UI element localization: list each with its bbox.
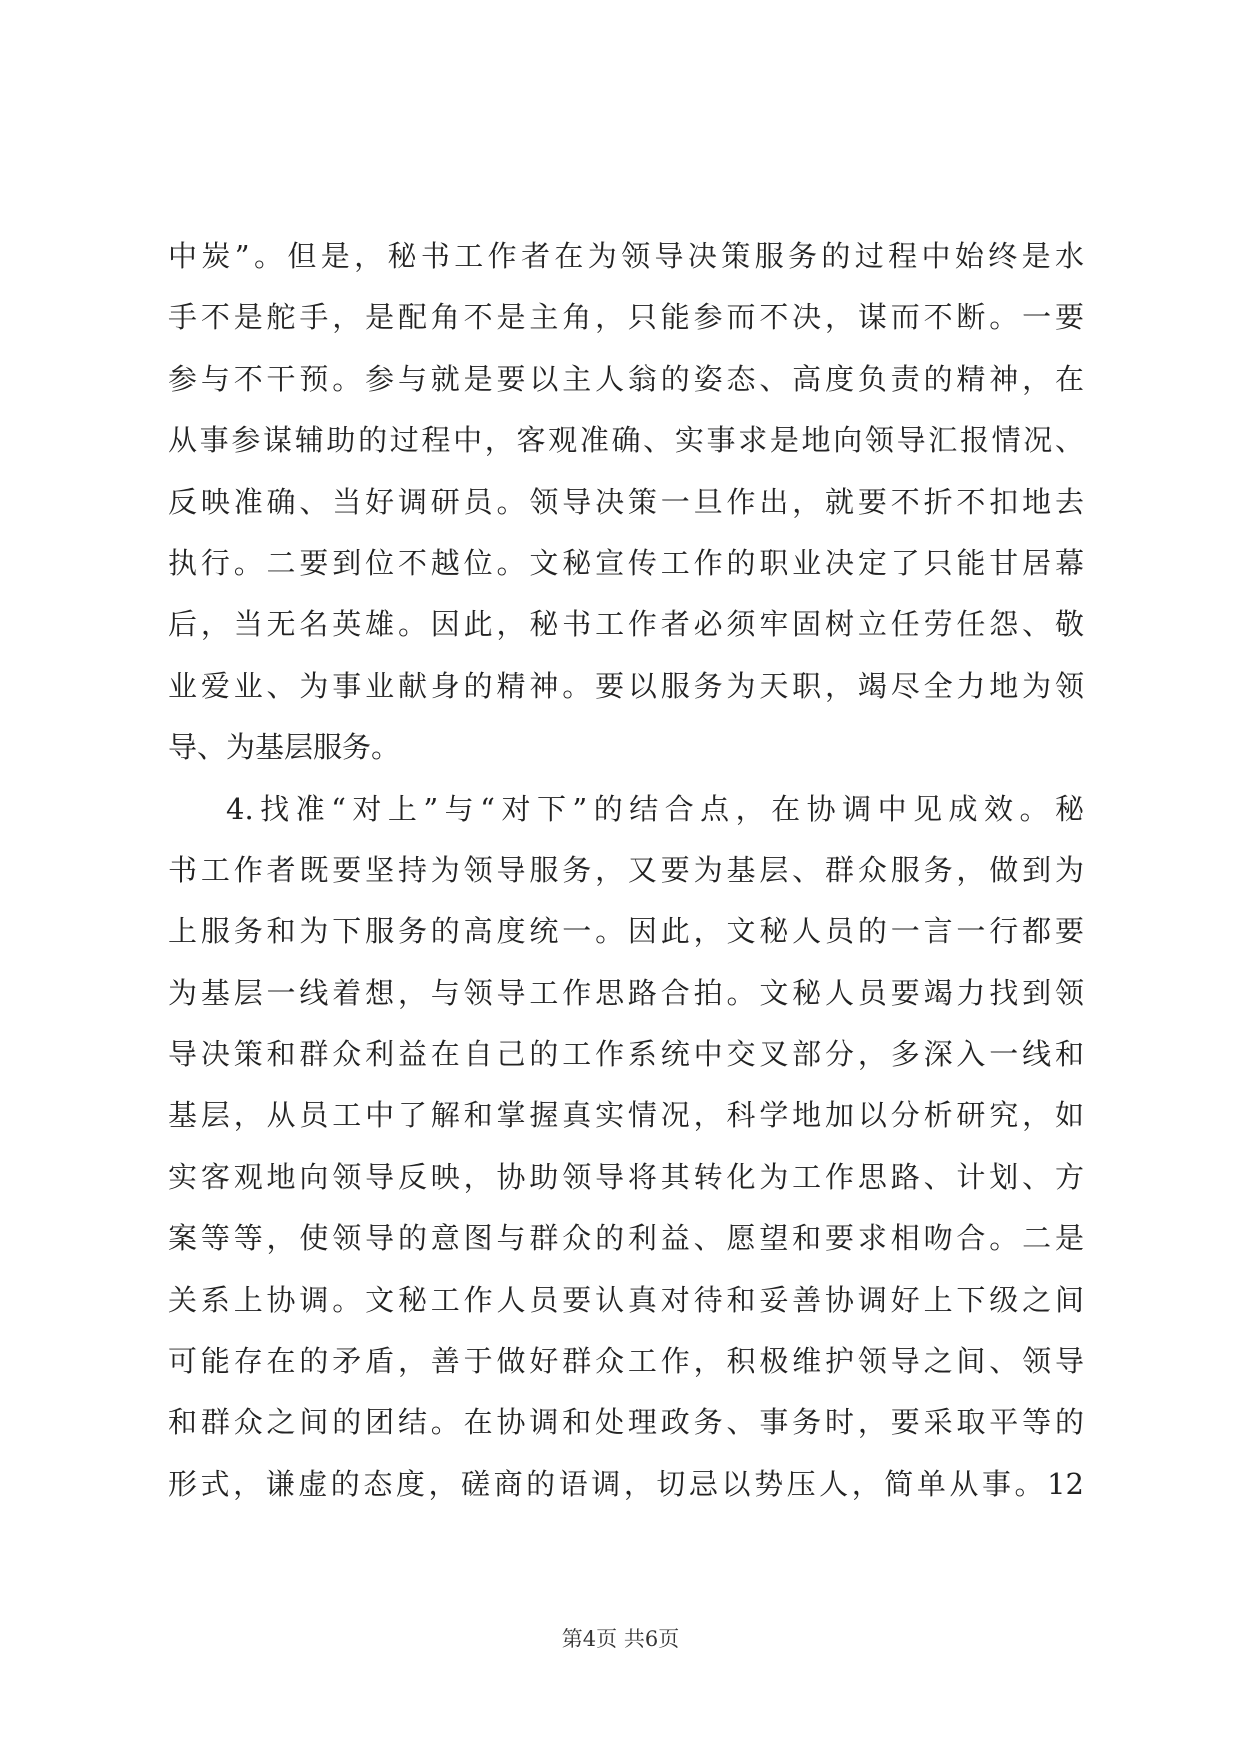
page-footer: 第4页 共6页: [561, 1627, 680, 1651]
text-line: 书工作者既要坚持为领导服务，又要为基层、群众服务，做到为: [168, 852, 1084, 887]
text-line: 参与不干预。参与就是要以主人翁的姿态、高度负责的精神，在: [168, 361, 1084, 396]
text-line: 基层，从员工中了解和掌握真实情况，科学地加以分析研究，如: [168, 1098, 1084, 1133]
text-line: 手不是舵手，是配角不是主角，只能参而不决，谋而不断。一要: [168, 300, 1084, 335]
text-line: 为基层一线着想，与领导工作思路合拍。文秘人员要竭力找到领: [168, 975, 1084, 1010]
text-line: 形式，谦虚的态度，磋商的语调，切忌以势压人，简单从事。12: [168, 1466, 1084, 1501]
paragraph: [168, 779, 1084, 1516]
text-line: 案等等，使领导的意图与群众的利益、愿望和要求相吻合。二是: [168, 1221, 1084, 1256]
text-line: 执行。二要到位不越位。文秘宣传工作的职业决定了只能甘居幕: [168, 545, 1084, 580]
text-line: 业爱业、为事业献身的精神。要以服务为天职，竭尽全力地为领: [168, 668, 1084, 703]
paragraph: [168, 226, 1084, 779]
text-line: 中炭”。但是，秘书工作者在为领导决策服务的过程中始终是水: [168, 239, 1084, 273]
text-line: 可能存在的矛盾，善于做好群众工作，积极维护领导之间、领导: [168, 1344, 1084, 1379]
text-line: 4.找准“对上”与“对下”的结合点，在协调中见成效。秘: [226, 791, 1084, 826]
text-line: 导决策和群众利益在自己的工作系统中交叉部分，多深入一线和: [168, 1037, 1084, 1072]
text-line: 实客观地向领导反映，协助领导将其转化为工作思路、计划、方: [168, 1159, 1084, 1194]
text-line: 反映准确、当好调研员。领导决策一旦作出，就要不折不扣地去: [168, 484, 1084, 519]
text-line: 导、为基层服务。: [168, 730, 401, 765]
text-line: 从事参谋辅助的过程中，客观准确、实事求是地向领导汇报情况、: [168, 423, 1084, 458]
text-line: 和群众之间的团结。在协调和处理政务、事务时，要采取平等的: [168, 1405, 1084, 1440]
body-text: [168, 226, 1084, 1515]
text-line: 后，当无名英雄。因此，秘书工作者必须牢固树立任劳任怨、敬: [168, 607, 1084, 642]
text-line: 关系上协调。文秘工作人员要认真对待和妥善协调好上下级之间: [168, 1282, 1084, 1317]
text-line: 上服务和为下服务的高度统一。因此，文秘人员的一言一行都要: [168, 914, 1084, 949]
